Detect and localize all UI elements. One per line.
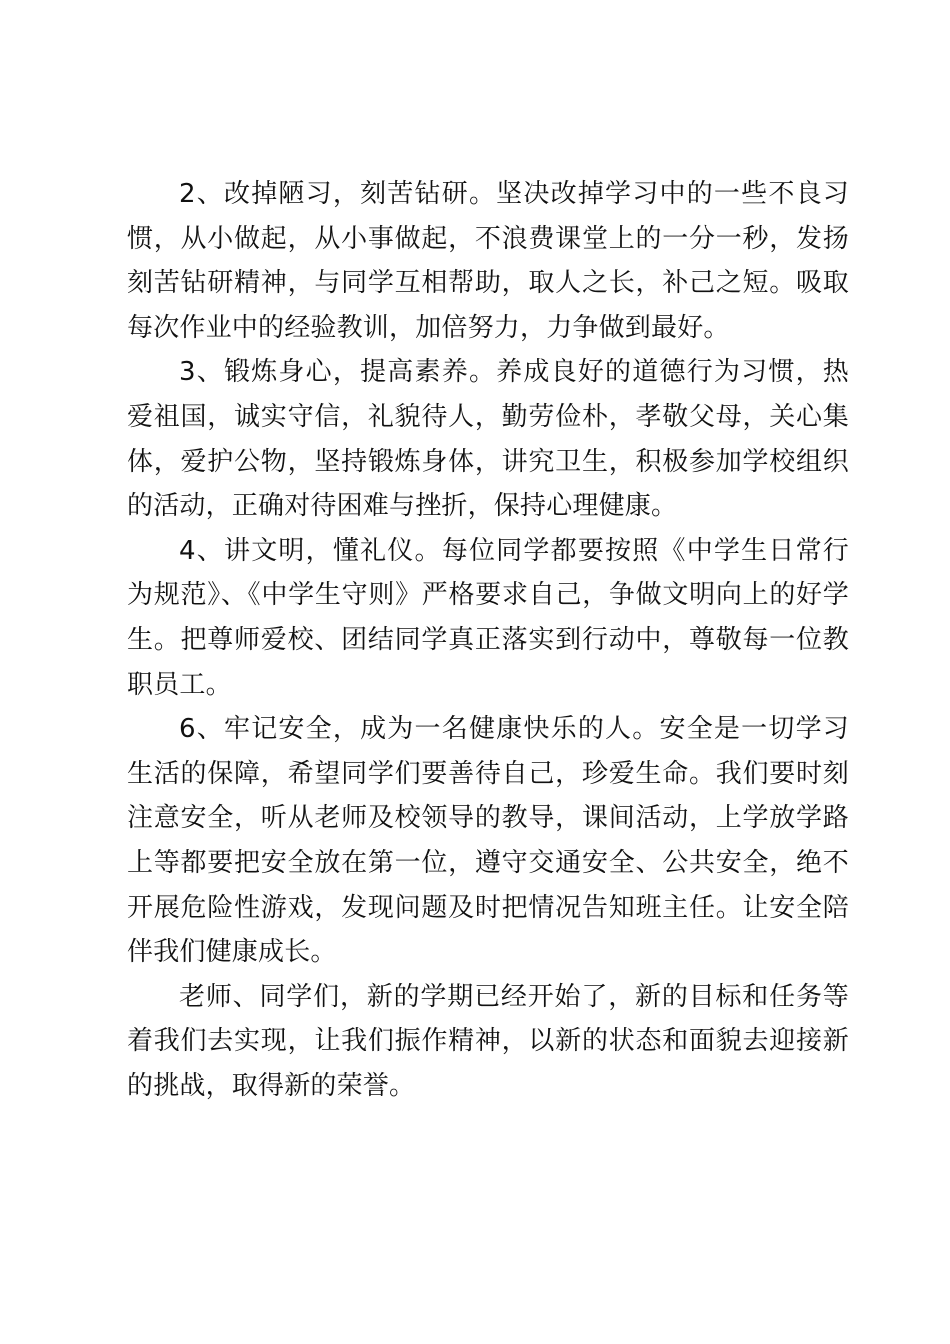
paragraph-study-habits: 2、改掉陋习，刻苦钻研。坚决改掉学习中的一些不良习惯，从小做起，从小事做起，不浪费课堂上的一分一秒，发扬刻苦钻研精神，与同学互相帮助，取人之长，补己之短。吸取每次作业中的经验教训，加倍努力，力争做到最好。 bbox=[127, 179, 849, 343]
document-body bbox=[127, 172, 849, 1108]
paragraph-body-mind: 3、锻炼身心，提高素养。养成良好的道德行为习惯，热爱祖国，诚实守信，礼貌待人，勤劳俭朴，孝敬父母，关心集体，爱护公物，坚持锻炼身体，讲究卫生，积极参加学校组织的活动，正确对待困难与挫折，保持心理健康。 bbox=[127, 357, 849, 522]
paragraph-etiquette: 4、讲文明，懂礼仪。每位同学都要按照《中学生日常行为规范》、《中学生守则》严格要求自己，争做文明向上的好学生。把尊师爱校、团结同学真正落实到行动中，尊敬每一位教职员工。 bbox=[127, 535, 849, 700]
paragraph-safety: 6、牢记安全，成为一名健康快乐的人。安全是一切学习生活的保障，希望同学们要善待自己，珍爱生命。我们要时刻注意安全，听从老师及校领导的教导，课间活动，上学放学路上等都要把安全放在第一位，遵守交通安全、公共安全，绝不开展危险性游戏，发现问题及时把情况告知班主任。让安全陪伴我们健康成长。 bbox=[127, 714, 849, 968]
paragraph-closing: 老师、同学们，新的学期已经开始了，新的目标和任务等着我们去实现，让我们振作精神，以新的状态和面貌去迎接新的挑战，取得新的荣誉。 bbox=[127, 981, 849, 1101]
